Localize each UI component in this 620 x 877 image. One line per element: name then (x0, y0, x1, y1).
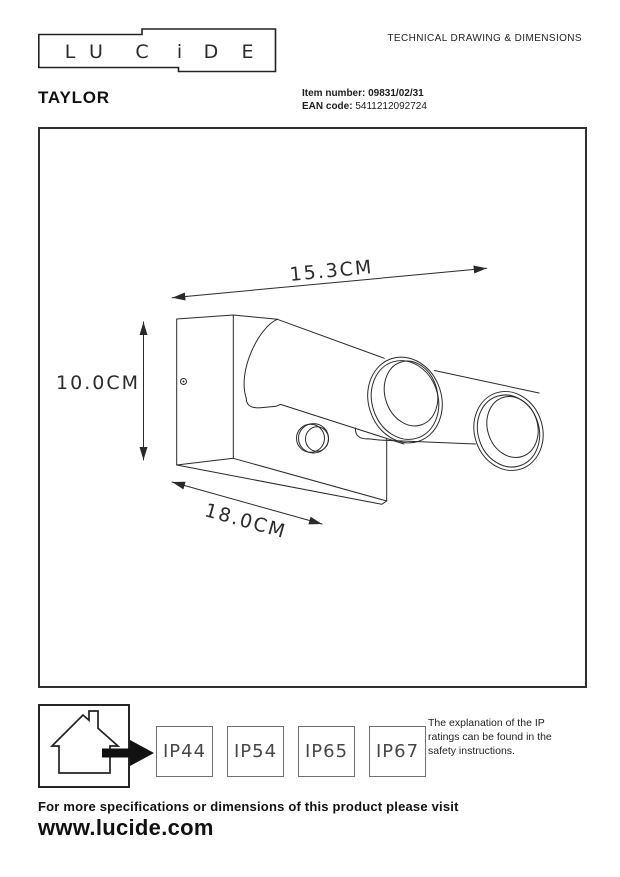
item-number-label: Item number: (302, 88, 366, 99)
motion-sensor (297, 424, 329, 453)
brand-letter: D (203, 41, 219, 63)
drawing-border (39, 128, 586, 687)
item-number-value: 09831/02/31 (368, 88, 424, 99)
brand-logo (38, 28, 277, 74)
housing (177, 315, 387, 504)
cylinder-1 (244, 319, 453, 452)
dimension-depth-label: 18.0CM (202, 499, 290, 544)
ip-rating-box (227, 726, 284, 777)
dimension-width-arrow (172, 256, 486, 300)
ean-row (302, 100, 427, 113)
technical-drawing (38, 127, 587, 688)
brand-letter: i (176, 41, 183, 63)
arrow-right-icon (102, 739, 156, 767)
ip-rating-box (298, 726, 355, 777)
brand-letter: U (89, 41, 103, 63)
brand-letter: E (241, 41, 254, 63)
product-title: TAYLOR (38, 88, 110, 107)
ip-rating-label: IP65 (304, 741, 349, 762)
dimension-width-label: 15.3CM (288, 256, 375, 286)
ip-rating-label: IP67 (375, 741, 420, 762)
dimension-height-arrow (56, 322, 147, 460)
product-codes (302, 87, 427, 113)
footer-note: For more specifications or dimensions of this product please visit (38, 799, 459, 814)
website-url: www.lucide.com (38, 815, 214, 840)
ip-rating-label: IP54 (233, 741, 278, 762)
doc-title: TECHNICAL DRAWING & DIMENSIONS (387, 33, 582, 44)
ean-label: EAN code: (302, 101, 353, 112)
ip-rating-label: IP44 (162, 741, 207, 762)
dimension-height-label: 10.0CM (56, 372, 140, 394)
wall-plate (177, 315, 234, 465)
dimension-depth-arrow (172, 482, 322, 543)
item-number-row (302, 87, 427, 100)
cylinder-2 (355, 371, 553, 480)
ean-value: 5411212092724 (355, 101, 427, 112)
brand-letter: L (64, 41, 76, 63)
ip-rating-box (369, 726, 426, 777)
brand-letter: C (135, 41, 149, 63)
ip-rating-box (156, 726, 213, 777)
ip-note: The explanation of the IP ratings can be found in the safety instructions. (428, 717, 552, 757)
